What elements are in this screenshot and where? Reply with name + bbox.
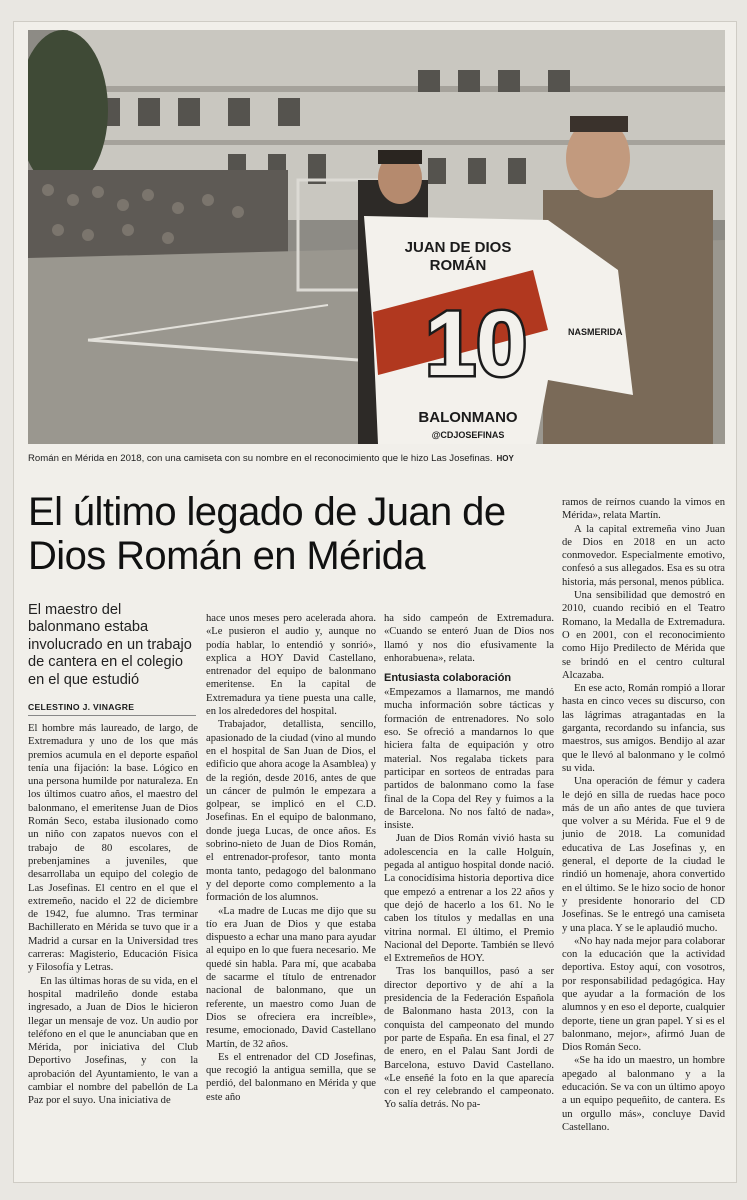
paragraph: hace unos meses pero acelerada ahora. «Le pusieron el audio y, aunque no podía hablar, lo entendió y sonrió», explica a HOY David Castellano, entrenador del equipo de balonmano emeritense. En la capital de Extremadura ya tiene puesta una calle, en los alrededores del hospital. (206, 613, 376, 718)
shirt-name-line2: ROMÁN (429, 257, 487, 274)
paragraph: Tras los banquillos, pasó a ser director deportivo y de ahí a la presidencia de la Federación Española de Balonmano hasta 2013, con la conquista del campeonato del mundo por parte de España. En esa final, el 27 de enero, en el Palau Sant Jordi de Barcelona, estuvo David Castellano. «Le enseñé la foto en la que aparecía con el rey celebrando el campeonato. Yo salía detrás. No pa- (384, 966, 554, 1111)
shirt-club-tag: @CDJOSEFINAS (431, 430, 505, 440)
caption-text: Román en Mérida en 2018, con una camiseta con su nombre en el reconocimiento que le hizo Las Josefinas. (28, 453, 493, 464)
paragraph: En las últimas horas de su vida, en el hospital madrileño donde estaba ingresado, a Juan de Dios le hicieron llegar un mensaje de voz. Un audio por teléfono en el que le anunciaban que en Mérida, por iniciativa del Club Deportivo Josefinas, y con la aprobación del Ayuntamiento, le van a cambiar el nombre del pabellón de La Paz por el suyo. Una iniciativa de (28, 975, 198, 1107)
section-heading: Entusiasta colaboración (384, 672, 512, 685)
article-subhead: El maestro del balonmano estaba involucrado en un trabajo de cantera en el colegio en el que estudió (28, 602, 192, 688)
shirt-name-line1: JUAN DE DIOS (404, 239, 512, 256)
paragraph: ha sido campeón de Extremadura. «Cuando se enteró Juan de Dios nos llamó y nos dio efusivamente la enhorabuena», relata. (384, 613, 554, 664)
paragraph: «Se ha ido un maestro, un hombre apegado al balonmano y a la educación. Se va con un último apoyo a un equipo pequeñito, de cantera. Es un orgullo más», concluye David Castellano. (562, 1055, 725, 1133)
paragraph: Trabajador, detallista, sencillo, apasionado de la ciudad (vino al mundo en el hospital de San Juan de Dios, el edificio que ahora acoge la Asamblea) y de la región, desde 2016, antes de que un cáncer de pulmón le empezara a golpear, se implicó en el C.D. Josefinas. En el equipo de balonmano, donde juega Lucas, de once años. Es sobrino-nieto de Juan de Dios Román, el entrenador-profesor, tanto monta monta tanto, pedagogo del balonmano y del deporte como complemento a la formación de los alumnos. (206, 719, 377, 904)
article-photo (28, 30, 725, 444)
article-column-4 (562, 496, 725, 1134)
paragraph: Es el entrenador del CD Josefinas, que recogió la antigua semilla, que se perdió, del balonmano en Mérida y que este año (206, 1051, 376, 1103)
paragraph: En ese acto, Román rompió a llorar hasta en cinco veces su discurso, con las lágrimas atragantadas en la garganta, recordando su infancia, sus maestros, sus amigos. Bendijo al azar que le llevó al balonmano y le colmó su vida. (562, 683, 725, 774)
paragraph: Juan de Dios Román vivió hasta su adolescencia en la calle Holguín, pegada al antiguo hospital donde nació. La conocidísima historia deportiva dice que empezó a entrenar a los 22 años y que dejó de hacerlo a los 61. No le caben los títulos y medallas en una vitrina normal. El último, el Premio Nacional del Deporte. También se llevó el Extremeños de HOY. (384, 833, 554, 965)
paragraph: El hombre más laureado, de largo, de Extremadura y uno de los que más premios acumula en el deporte español tenía una fijación: la base. Lógico en una persona humilde por naturaleza. En los últimos cuatro años, el maestro del balonmano, el emeritense Juan de Dios Román Seco, estaba ilusionado como un niño con zapatos nuevos con el trabajo de 80 escolares, de prebenjamines a juveniles, que desarrollaba un equipo del colegio de Las Josefinas. El centro en el que el extremeño, nacido el 22 de diciembre de 1942, fue alumno. Tras terminar Bachillerato en Mérida se tuvo que ir a Madrid a cursar en la Universidad tres carreras: Magisterio, Educación Física y Filosofía y Letras. (28, 723, 198, 974)
shirt-text-bottom: BALONMANO (418, 409, 518, 426)
paragraph: «No hay nada mejor para colaborar con la educación que la actividad deportiva. Estoy aquí, con vosotros, por responsabilidad pedagógica. Hay que ayudar a la formación de los alumnos y en eso el deporte, cualquier deporte, tiene un gran papel. Y si es el balonmano, mejor», afirmó Juan de Dios Román Seco. (562, 935, 725, 1054)
paragraph: A la capital extremeña vino Juan de Dios en 2018 en un acto conmovedor. Especialmente emotivo, confesó a sus allegados. Esa es su otra historia, más personal, menos pública. (562, 523, 725, 588)
paragraph: «La madre de Lucas me dijo que su tío era Juan de Dios y que estaba dispuesto a echar una mano para ayudar al equipo en lo que fuera necesario. Me quedé sin habla. Para mí, que acababa de sacarme el título de entrenador nacional de balonmano, que un referente, un maestro como Juan de Dios se ofreciera era increíble», resume, emocionado, David Castellano Martín, de 32 años. (206, 905, 376, 1050)
photo-caption (28, 453, 725, 464)
article-column-1 (28, 722, 198, 1108)
article-byline: CELESTINO J. VINAGRE (28, 702, 196, 716)
paragraph: ramos de reírnos cuando la vimos en Mérida», relata Martín. (562, 497, 725, 522)
photo-illustration (28, 30, 725, 444)
caption-credit: HOY (496, 454, 514, 463)
shirt-number: 10 (424, 293, 528, 395)
article-column-2 (206, 612, 376, 1104)
shirt-sleeve-text: NASMERIDA (568, 327, 623, 337)
paragraph: Una sensibilidad que demostró en 2010, cuando recibió en el Teatro Romano, la Medalla de Extremadura. O en 2001, con el reconocimiento como Hijo Predilecto de Mérida que se brindó en el centro cultural Alcazaba. (562, 590, 725, 681)
newspaper-page (14, 22, 736, 1182)
paragraph: «Empezamos a llamarnos, me mandó mucha información sobre tácticas y formación de entrenadores. No solo eso. Se ofreció a mandarnos lo que hiciera falta de equipación y otro material. Nos regalaba tickets para participar en sorteos de entradas para partidos de balonmano como la fase final de la Copa del Rey y fuimos a la de Barcelona. No nos faltó de nada», insiste. (384, 687, 554, 832)
paragraph: Una operación de fémur y cadera le dejó en silla de ruedas hace poco más de un año antes de que tuviera que volver a su Mérida. Fue el 9 de junio de 2018. La comunidad educativa de Las Josefinas y, en general, el deporte de la ciudad le rindió un homenaje, ahora convertido en el último. Se le hizo socio de honor y presidente honorario del CD Josefinas. Se le entregó una camiseta y una placa. Y se le aplaudió mucho. (562, 776, 725, 934)
article-headline: El último legado de Juan de Dios Román en Mérida (28, 490, 506, 578)
article-column-3 (384, 612, 554, 1112)
